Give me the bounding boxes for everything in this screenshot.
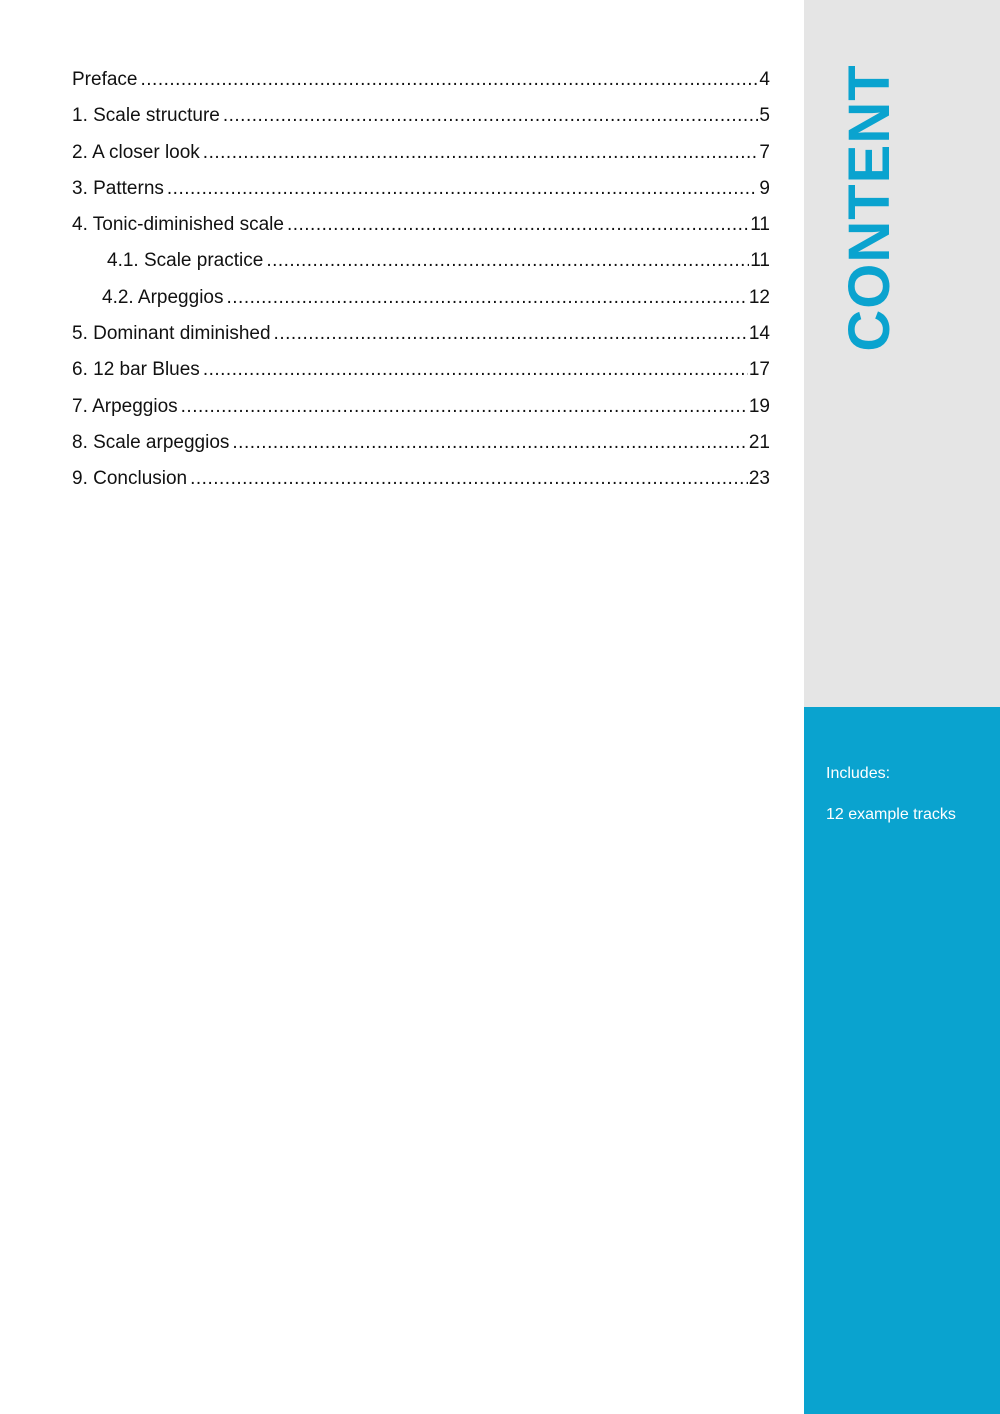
toc-entry-scale-practice[interactable]	[72, 243, 770, 279]
sidebar	[804, 0, 1000, 1414]
toc-entry-label: 8. Scale arpeggios	[72, 431, 230, 453]
toc-leader-dots	[226, 280, 747, 316]
toc-leader-dots	[287, 207, 749, 243]
toc-entry-page: 11	[750, 250, 770, 272]
toc-leader-dots	[232, 425, 747, 461]
toc-entry-conclusion[interactable]	[72, 461, 770, 497]
toc-entry-label: 4.1. Scale practice	[107, 250, 264, 272]
includes-item: 12 example tracks	[826, 806, 956, 823]
sidebar-top-panel	[804, 0, 1000, 707]
toc-entry-page: 19	[748, 395, 770, 417]
toc-entry-page: 5	[759, 105, 770, 127]
toc-entry-scale-structure[interactable]	[72, 98, 770, 134]
table-of-contents	[72, 62, 770, 498]
toc-entry-label: 4.2. Arpeggios	[102, 286, 224, 308]
toc-entry-tonic-diminished-scale[interactable]	[72, 207, 770, 243]
toc-entry-arpeggios[interactable]	[72, 389, 770, 425]
toc-entry-label: 6. 12 bar Blues	[72, 359, 200, 381]
toc-leader-dots	[181, 389, 748, 425]
toc-entry-page: 14	[748, 323, 770, 345]
toc-entry-label: 4. Tonic-diminished scale	[72, 214, 284, 236]
toc-entry-label: 3. Patterns	[72, 177, 164, 199]
toc-entry-patterns[interactable]	[72, 171, 770, 207]
toc-entry-label: 7. Arpeggios	[72, 395, 178, 417]
toc-leader-dots	[203, 352, 748, 388]
toc-entry-page: 17	[748, 359, 770, 381]
toc-entry-scale-arpeggios[interactable]	[72, 425, 770, 461]
toc-leader-dots	[203, 135, 759, 171]
toc-entry-page: 4	[759, 69, 770, 90]
includes-label: Includes:	[826, 765, 891, 782]
toc-entry-12-bar-blues[interactable]	[72, 352, 770, 388]
toc-leader-dots	[167, 171, 759, 207]
toc-leader-dots	[266, 243, 749, 279]
toc-entry-page: 23	[748, 468, 770, 490]
page-title: CONTENT	[837, 64, 902, 352]
toc-entry-label: Preface	[72, 69, 138, 90]
toc-entry-closer-look[interactable]	[72, 135, 770, 171]
toc-leader-dots	[223, 98, 759, 134]
toc-entry-label: 2. A closer look	[72, 141, 200, 163]
toc-entry-page: 21	[748, 431, 770, 453]
toc-entry-label: 5. Dominant diminished	[72, 323, 271, 345]
toc-entry-preface[interactable]	[72, 62, 770, 98]
toc-leader-dots	[140, 62, 758, 98]
toc-leader-dots	[190, 461, 748, 497]
toc-entry-page: 9	[759, 177, 770, 199]
toc-leader-dots	[274, 316, 748, 352]
toc-entry-page: 7	[759, 141, 770, 163]
toc-entry-label: 9. Conclusion	[72, 468, 188, 490]
toc-entry-arpeggios-sub[interactable]	[72, 280, 770, 316]
toc-entry-label: 1. Scale structure	[72, 105, 220, 127]
toc-entry-dominant-diminished[interactable]	[72, 316, 770, 352]
toc-entry-page: 12	[748, 286, 770, 308]
toc-entry-page: 11	[750, 214, 770, 236]
